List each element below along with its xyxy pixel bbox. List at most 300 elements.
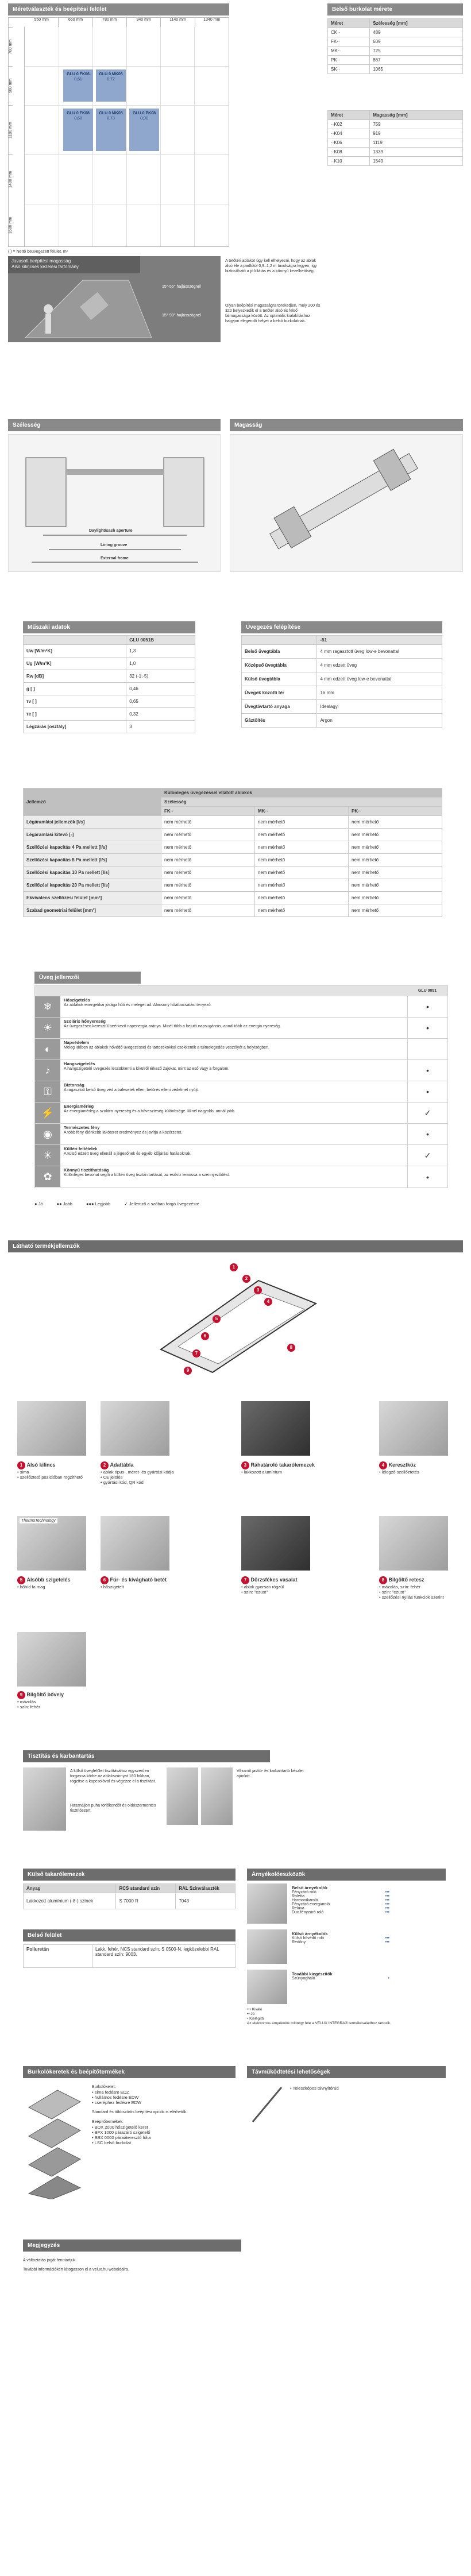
shading-note: Az elektromos árnyékolók mintegy fele a VELUX INTEGRA® termékcsaládhoz tartozik.	[247, 2021, 391, 2025]
install-bullet: • BFX 1000 párazáró szigetelő	[92, 2130, 235, 2135]
photo-vent	[379, 1401, 448, 1456]
col-header: 1140 mm	[161, 18, 195, 27]
shading-item-rating: •••	[385, 1890, 389, 1894]
th: Méret	[328, 19, 370, 28]
mounting-illustration	[8, 256, 221, 342]
cell: nem mérhető	[161, 904, 255, 917]
cell: Üvegtávtartó anyaga	[242, 700, 317, 714]
photo-label	[101, 1401, 169, 1456]
window-diagram	[144, 1263, 327, 1378]
cell: ··K10	[328, 157, 370, 166]
cell: S 7000 R	[116, 1893, 176, 1909]
install-bullet: • LSC belső burkolat	[92, 2140, 235, 2145]
cell: nem mérhető	[349, 841, 442, 854]
size-footnote: ( ) = Nettó beüvegezett felület, m²	[8, 250, 68, 254]
photo-cleaning-1	[23, 1767, 66, 1831]
feature-bullet: • mázolás, szín: fehér	[379, 1584, 460, 1589]
shading-note: •• Jó	[247, 2012, 255, 2016]
cell: Gáztöltés	[242, 714, 317, 728]
shading-title: Árnyékolóeszközök	[247, 1869, 446, 1881]
feature-text: Az üvegezésen keresztül beérkező napenergia aránya. Minél több a bejutó napsugárzás, annál több az energia nyereség.	[64, 1024, 281, 1028]
callout-1: 1	[230, 1263, 238, 1271]
cell: nem mérhető	[255, 854, 349, 867]
height-drawing-title: Magasság	[230, 419, 463, 431]
th: MK··	[255, 807, 349, 816]
cell: τv [ ]	[24, 695, 126, 708]
feature-text: Különleges bevonat segíti a kültéri üveg tisztán tartását, az esővíz lemossa a szennyeződést.	[64, 1173, 230, 1177]
tech-data-table	[23, 635, 195, 733]
cell: ··K02	[328, 120, 370, 129]
label-daylight: Daylight/sash aperture	[89, 529, 133, 533]
cleaning-text-3: Vihoznít javító- és karbantartó készlet ajánlott.	[237, 1769, 304, 1778]
photo-sash	[101, 1516, 169, 1571]
size-grid	[8, 17, 229, 247]
feature-title: Hangszigetelés	[64, 1061, 95, 1066]
photo-cleaning-2	[167, 1767, 198, 1825]
cell: 1,3	[126, 645, 195, 657]
legend-plus: Jó	[38, 1201, 43, 1206]
th: Magasság [mm]	[370, 111, 463, 120]
install-bullet: • BBX 0000 páraáteresztő fólia	[92, 2135, 235, 2140]
photo-shading-outer	[247, 1929, 287, 1964]
cell: Ekvivalens szellőzési felület [mm²]	[24, 892, 161, 904]
cell: Szellőzési kapacitás 10 Pa mellett [l/s]	[24, 867, 161, 879]
callout-2: 2	[242, 1275, 250, 1283]
cell: Szabad geometriai felület [mm²]	[24, 904, 161, 917]
shading-item-label: Roletta	[292, 1894, 305, 1898]
feature-text: Az ablakok energetikai jósága hűti és meleget ad. Alacsony hőátbocsátási tényező.	[64, 1003, 212, 1007]
feature-mark: •	[407, 996, 447, 1017]
feature-3: 3 Ráhatároló takarólemezek • lakkozott alumínium	[241, 1461, 316, 1475]
cell: 16 mm	[317, 686, 442, 700]
shading-item-label: Külső hővédő roló	[292, 1936, 325, 1940]
row-header: 1180 mm	[9, 105, 13, 154]
col-header: 660 mm	[59, 18, 92, 27]
cell: Rw [dB]	[24, 670, 126, 683]
feature-7: 7 Dörzsfékes vasalat • ablak gyorsan rögzül • szín: "ezüst"	[241, 1576, 316, 1595]
shading-item-rating: •••	[385, 1902, 389, 1906]
mounting-sketch	[14, 274, 157, 341]
feature-title: Energiamérleg	[64, 1104, 94, 1109]
remote-bullet: • Teleszkópos távnyitórúd	[290, 2086, 439, 2091]
feature-row	[35, 1039, 447, 1060]
feature-4: 4 Keresztköz • lélegző szellőztetés	[379, 1461, 454, 1475]
feature-title: Könnyű tisztíthatóság	[64, 1167, 109, 1173]
cell: Szellőzési kapacitás 4 Pa mellett [l/s]	[24, 841, 161, 854]
size-col-headers	[25, 18, 229, 27]
inner-dims-title: Belső burkolat mérete	[327, 3, 463, 16]
glazing-col: -51	[317, 636, 442, 645]
cell: FK··	[328, 37, 370, 47]
th: PK··	[349, 807, 442, 816]
cell: 7043	[176, 1893, 235, 1909]
cell: Lakkozott alumínium (-8-) színek	[24, 1893, 116, 1909]
remote-illustration	[247, 2084, 287, 2125]
col-header: 940 mm	[127, 18, 161, 27]
shading-item	[292, 1894, 389, 1898]
shading-item-label: Reluxa	[292, 1906, 304, 1910]
feature-bullet: • ablak típus-, méret- és gyártási kódja	[101, 1469, 175, 1475]
legend-plus2: Jobb	[63, 1201, 72, 1206]
cell: Külső üvegtábla	[242, 672, 317, 686]
shading-item-rating: •••	[385, 1910, 389, 1914]
cell: nem mérhető	[255, 892, 349, 904]
size-row-headers	[9, 27, 25, 246]
cell: Uw [W/m²K]	[24, 645, 126, 657]
shading-item	[292, 1906, 389, 1910]
width-drawing	[8, 434, 221, 572]
shading-group-1	[292, 1885, 389, 1914]
photo-thermo	[17, 1516, 86, 1571]
mounting-text-2: Olyan beépítési magasságra törekedjen, mely 200 és 320 helyezkedik el a tetőtér alsó és felső falmagassága között. Az optimális kialakításhoz hagyjon elegendő helyet a belső burkolatnak.	[225, 304, 321, 323]
cell: CK··	[328, 28, 370, 37]
cell: nem mérhető	[349, 904, 442, 917]
feature-text: A hangszigetelő üvegezés lecsökkenti a kívülről érkező zajokat, mint az eső vagy a forgalom.	[64, 1066, 230, 1071]
cell: 759	[370, 120, 463, 129]
cell: ··K06	[328, 138, 370, 148]
feature-text: Az energiamérleg a szoláris nyereség és a hőveszteség különbsége. Minél nagyobb, annál jobb.	[64, 1109, 235, 1113]
easy-clean-icon: ✿	[35, 1166, 60, 1187]
photo-cladding	[241, 1401, 310, 1456]
shading-item	[292, 1902, 389, 1906]
height-table	[327, 110, 463, 166]
cell: nem mérhető	[255, 867, 349, 879]
cell: g [ ]	[24, 683, 126, 695]
cell: nem mérhető	[161, 829, 255, 841]
feature-title: Napvédelem	[64, 1040, 90, 1045]
shading-item-label: Szúnyogháló	[292, 1977, 315, 1981]
cell: 4 mm ragasztott üveg low-e bevonattal	[317, 645, 442, 659]
shading-panel	[247, 1883, 446, 2033]
sun-shade-icon: ◐	[35, 1039, 60, 1059]
row-header: 1400 mm	[9, 154, 13, 204]
glass-legend: ● Jó ●● Jobb ●●● Legjobb ✓ Jellemző a szóban forgó üvegezésre	[34, 1201, 199, 1206]
feature-title: Adattábla	[110, 1462, 134, 1468]
cell: 489	[370, 28, 463, 37]
shading-item	[292, 1940, 389, 1944]
cell: 1065	[370, 65, 463, 74]
cell: 609	[370, 37, 463, 47]
cell: 4 mm edzett üveg	[317, 659, 442, 672]
feature-bullet: • hőszigetelt	[101, 1584, 175, 1589]
cell: nem mérhető	[349, 816, 442, 829]
cell: ··K08	[328, 148, 370, 157]
callout-6: 6	[201, 1332, 209, 1340]
mounting-text-1: A tetőtéri ablakot úgy kell elhelyezni, hogy az ablak alsó éle a padlótól 0,9–1,2 m távolságra legyen, így biztosítható a jó kilátás és a könnyű kezelhetőség.	[225, 259, 317, 273]
shading-notes	[247, 2008, 446, 2026]
feature-bullet: • mázolás	[17, 1699, 92, 1704]
window-pk08: GLU 0 PK08 0,90	[129, 109, 159, 151]
feature-text: Meleg időben az ablakok hővédő üvegezéssel és tartozékokkal csökkentik a túlmelegedés veszélyét a helyiségben.	[64, 1045, 269, 1050]
shading-item	[292, 1910, 389, 1914]
cell: 1549	[370, 157, 463, 166]
callout-7: 7	[192, 1349, 200, 1357]
shading-item-rating: •	[388, 1977, 389, 1981]
row-header: 1600 mm	[9, 216, 13, 234]
cell: Szellőzési kapacitás 20 Pa mellett [l/s]	[24, 879, 161, 892]
thermo-tag: ThermoTechnology	[20, 1518, 57, 1523]
legend-check: Jellemző a szóban forgó üvegezésre	[129, 1201, 199, 1206]
height-drawing	[230, 434, 463, 572]
feature-row	[35, 1060, 447, 1081]
cell: Légáramlási jellemzők [l/s]	[24, 816, 161, 829]
cell: Légzárás [osztály]	[24, 721, 126, 733]
feature-bullet: • lakkozott alumínium	[241, 1469, 316, 1475]
feature-row	[35, 1145, 447, 1166]
shading-group-title: Külső árnyékolók	[292, 1931, 328, 1936]
install-bullet: • BDX 2000 hőszigetelő keret	[92, 2125, 235, 2130]
variants-first-col: Jellemző	[24, 788, 161, 816]
feature-row	[35, 1124, 447, 1145]
range-label-1: Javasolt beépítési magasság	[11, 258, 71, 264]
feature-title: Fúr- és kivágható betét	[110, 1577, 167, 1583]
flashing-bullet: • hullámos fedésre EDW	[92, 2095, 235, 2100]
th: Szélesség [mm]	[370, 19, 463, 28]
cell: 1,0	[126, 657, 195, 670]
th: FK··	[161, 807, 255, 816]
cell: nem mérhető	[161, 816, 255, 829]
feature-title: Alsóbb szigetelés	[26, 1577, 71, 1583]
shading-note: ••• Kiváló	[247, 2008, 262, 2012]
cell: nem mérhető	[349, 829, 442, 841]
shading-group-title: Belső árnyékolók	[292, 1885, 328, 1890]
cell: τe [ ]	[24, 708, 126, 721]
shading-item-label: Fényzáró roló	[292, 1890, 316, 1894]
feature-bullet: • szellőztető pozícióban rögzíthető	[17, 1475, 92, 1480]
feature-bullet: • szín: "ezüst"	[241, 1589, 316, 1595]
cell: 0,32	[126, 708, 195, 721]
photo-hinge	[241, 1516, 310, 1571]
cell: 32 (-1;-5)	[126, 670, 195, 683]
cell: 1119	[370, 138, 463, 148]
cell: Lakk, fehér, NCS standard szín: S 0500-N, legközelebbi RAL standard szín: 9003.	[92, 1945, 235, 1968]
flashings-mid: Standard és többszörös beépítési opciók is elérhetők.	[92, 2110, 188, 2114]
cell: nem mérhető	[161, 867, 255, 879]
feature-2: 2 Adattábla • ablak típus-, méret- és gyártási kódja • CE jelölés • gyártási kód, QR kód	[101, 1461, 175, 1485]
shading-group-title: További kiegészítők	[292, 1971, 333, 1977]
feature-bullet: • szín: "ezüst"	[379, 1589, 460, 1595]
cell: Középső üvegtábla	[242, 659, 317, 672]
angle-2: 15°-90° hajlásszögnél	[162, 314, 201, 318]
shading-item-rating: •••	[385, 1894, 389, 1898]
cell: 0,65	[126, 695, 195, 708]
window-mk08: GLU 0 MK08 0,73	[96, 109, 126, 151]
shading-item	[292, 1898, 389, 1902]
feature-mark: ✓	[407, 1145, 447, 1166]
flashings-intro-2: Beépítőtermékek:	[92, 2120, 123, 2124]
glazing-title: Üvegezés felépítése	[241, 621, 442, 633]
cell: Ug [W/m²K]	[24, 657, 126, 670]
outer-covers-title: Külső takarólemezek	[23, 1869, 235, 1881]
daylight-icon: ◉	[35, 1124, 60, 1144]
inner-finish-table	[23, 1944, 235, 1968]
sun-icon: ☀	[35, 1018, 60, 1038]
shading-item	[292, 1936, 389, 1940]
photo-bracket	[17, 1632, 86, 1687]
feature-text: A több fény élénkebb lakóteret eredményez és javítja a közérzetet.	[64, 1130, 183, 1135]
window-fk06: GLU 0 FK06 0,61	[63, 69, 93, 102]
flashings-title: Burkolókeretek és beépítőtermékek	[23, 2066, 235, 2078]
photo-cleaning-3	[201, 1767, 233, 1825]
label-frame: External frame	[101, 556, 129, 560]
flashing-bullet: • cseréphez fedésre EDW	[92, 2100, 235, 2105]
flashings-text	[92, 2084, 235, 2145]
energy-icon: ⚡	[35, 1103, 60, 1123]
cell: Argon	[317, 714, 442, 728]
feature-mark: •	[407, 1060, 447, 1081]
cell: nem mérhető	[349, 879, 442, 892]
shading-item-label: Redőny	[292, 1940, 306, 1944]
feature-mark	[407, 1039, 447, 1059]
shading-item	[292, 1890, 389, 1894]
cell: 1339	[370, 148, 463, 157]
glazing-table	[241, 635, 442, 728]
cell: Poliuretán	[24, 1945, 92, 1968]
cell: SK··	[328, 65, 370, 74]
shading-group-2	[292, 1931, 389, 1944]
variants-group-header: Különleges üvegezéssel ellátott ablakok	[161, 788, 442, 798]
feature-mark: •	[407, 1081, 447, 1102]
outer-covers-table	[23, 1883, 235, 1909]
feature-title: Ráhatároló takarólemezek	[250, 1462, 315, 1468]
shading-item-label: Harmonikaroló	[292, 1898, 318, 1902]
cell: Belső üvegtábla	[242, 645, 317, 659]
feature-title: Biztonság	[64, 1082, 84, 1088]
shading-item-rating: •••	[385, 1940, 389, 1944]
callout-4: 4	[264, 1298, 272, 1306]
feature-row	[35, 1103, 447, 1124]
cell: nem mérhető	[161, 892, 255, 904]
callout-8: 8	[287, 1344, 295, 1352]
label-lining: Lining groove	[101, 543, 128, 547]
sound-icon: ♪	[35, 1060, 60, 1081]
security-icon: ⚿	[35, 1081, 60, 1102]
feature-title: Bilgöltő retesz	[388, 1577, 424, 1583]
inner-finish-title: Belső felület	[23, 1929, 235, 1941]
feature-title: Természetes fény	[64, 1125, 100, 1130]
width-table	[327, 18, 463, 74]
cell: nem mérhető	[349, 867, 442, 879]
feature-1: 1 Alsó kilincs • sima • szellőztető pozícióban rögzíthető	[17, 1461, 92, 1480]
insulation-icon: ❄	[35, 996, 60, 1017]
flashing-bullet: • sima fedésre EDZ	[92, 2090, 235, 2095]
feature-row	[35, 1081, 447, 1103]
feature-title: Keresztköz	[388, 1462, 416, 1468]
photo-shading-extra	[247, 1970, 287, 2004]
cell: 0,46	[126, 683, 195, 695]
cell: nem mérhető	[255, 904, 349, 917]
photo-lock	[379, 1516, 448, 1571]
glass-features-col: GLU 0051	[418, 989, 437, 993]
range-label-2: Alsó kilincses kezelési tartomány	[11, 264, 79, 269]
window-fk08: GLU 0 FK08 0,60	[63, 109, 93, 151]
cell: nem mérhető	[255, 879, 349, 892]
cell: 867	[370, 56, 463, 65]
legend-plus3: Legjobb	[95, 1201, 111, 1206]
feature-title: Bilgöltő bővely	[26, 1692, 64, 1697]
remote-list	[290, 2086, 439, 2091]
shading-note: • Kielégítő	[247, 2017, 264, 2021]
th: Méret	[328, 111, 370, 120]
row-header: 980 mm	[9, 66, 13, 105]
glass-features-title: Üveg jellemzői	[34, 972, 141, 984]
visible-features-title: Látható termékjellemzők	[8, 1240, 463, 1252]
shading-item-rating: •••	[385, 1898, 389, 1902]
notes-line-2: További információkért látogasson el a velux.hu weboldalra.	[23, 2268, 129, 2272]
cell: nem mérhető	[161, 841, 255, 854]
cell: PK··	[328, 56, 370, 65]
cell: MK··	[328, 47, 370, 56]
feature-mark: •	[407, 1166, 447, 1188]
callout-5: 5	[213, 1315, 221, 1323]
feature-bullet: • gyártási kód, QR kód	[101, 1480, 175, 1485]
flashing-illustration	[23, 2084, 86, 2199]
feature-bullet: • CE jelölés	[101, 1475, 175, 1480]
feature-title: Hőszigetelés	[64, 997, 90, 1003]
cleaning-text-1: A külső üvegfelület tisztításához egyszerűen forgassa körbe az ablakszárnyat 180 fokban, rögzítse a kapcsolóval és végezze el a tisztítást.	[70, 1769, 156, 1784]
feature-5: 5 Alsóbb szigetelés • hőhíd fa mag	[17, 1576, 92, 1589]
glass-features-list	[34, 985, 448, 1188]
window-mk06: GLU 0 MK06 0,72	[96, 69, 126, 102]
feature-9: 9 Bilgöltő bővely • mázolás • szín: fehér	[17, 1691, 92, 1709]
flashings-intro: Burkolókeret:	[92, 2085, 116, 2089]
size-section-title: Méretválaszték és beépítési felület	[8, 3, 229, 16]
feature-mark: •	[407, 1018, 447, 1038]
feature-8: 8 Bilgöltő retesz • mázolás, szín: fehér • szín: "ezüst" • szellőzési nyílás funkciók szerint	[379, 1576, 460, 1600]
angle-1: 15°-55° hajlásszögnél	[162, 285, 201, 289]
shading-item	[292, 1977, 389, 1981]
feature-row	[35, 1166, 447, 1188]
cell: nem mérhető	[349, 892, 442, 904]
feature-bullet: • hőhíd fa mag	[17, 1584, 92, 1589]
photo-handle	[17, 1401, 86, 1456]
th: Anyag	[24, 1884, 116, 1893]
feature-title: Szoláris hőnyereség	[64, 1019, 106, 1024]
row-header: 780 mm	[9, 27, 13, 66]
feature-row	[35, 1018, 447, 1039]
cell: Idealagyi	[317, 700, 442, 714]
cleaning-text-2: Használjon puha törlőkendőt és oldószermentes tisztítószert.	[70, 1804, 156, 1813]
cell: nem mérhető	[161, 879, 255, 892]
width-drawing-title: Szélesség	[8, 419, 221, 431]
feature-mark: ✓	[407, 1103, 447, 1123]
th: RCS standard szín	[116, 1884, 176, 1893]
col-header: 1340 mm	[203, 18, 221, 22]
feature-title: Dörzsfékes vasalat	[250, 1577, 298, 1583]
callout-9: 9	[184, 1367, 192, 1375]
cell: nem mérhető	[255, 841, 349, 854]
cell: nem mérhető	[349, 854, 442, 867]
feature-bullet: • lélegző szellőztetés	[379, 1469, 454, 1475]
variants-table	[23, 788, 442, 917]
cell: Légáramlási kitevő [-]	[24, 829, 161, 841]
feature-bullet: • szellőzési nyílás funkciók szerint	[379, 1595, 460, 1600]
callout-3: 3	[254, 1286, 262, 1294]
variants-sub-header: Szélesség	[161, 798, 442, 807]
cell: nem mérhető	[255, 829, 349, 841]
cell: Üvegek közötti tér	[242, 686, 317, 700]
feature-mark: •	[407, 1124, 447, 1144]
shading-item-rating: •••	[385, 1906, 389, 1910]
feature-bullet: • sima	[17, 1469, 92, 1475]
cell: nem mérhető	[161, 854, 255, 867]
tech-data-title: Műszaki adatok	[23, 621, 195, 633]
feature-6: 6 Fúr- és kivágható betét • hőszigetelt	[101, 1576, 175, 1589]
tech-col: GLU 0051B	[126, 636, 195, 645]
feature-bullet: • ablak gyorsan rögzül	[241, 1584, 316, 1589]
cell: 3	[126, 721, 195, 733]
col-header: 780 mm	[93, 18, 127, 27]
